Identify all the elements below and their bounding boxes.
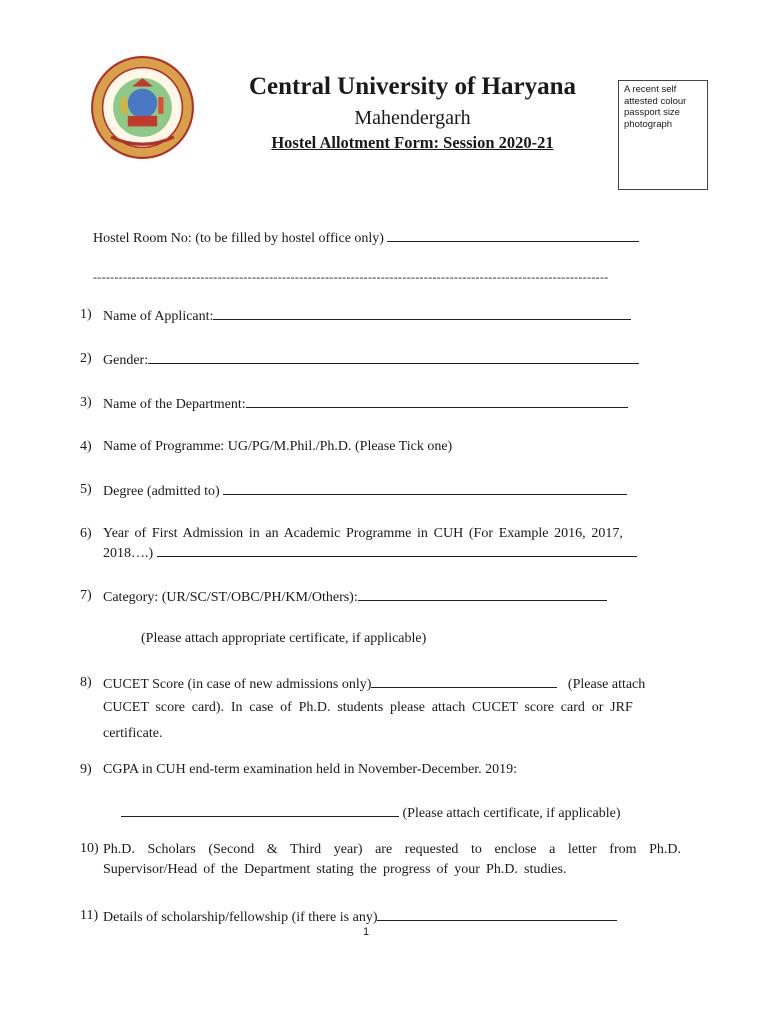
item-label: Ph.D. Scholars (Second & Third year) are requested to enclose a letter from Ph.D. Supervisor/Head of the Department stating the progress of your Ph.D. studies. bbox=[103, 842, 681, 877]
item-number: 5) bbox=[80, 482, 92, 497]
cucet-score-field[interactable] bbox=[371, 674, 557, 688]
applicant-name-field[interactable] bbox=[213, 306, 631, 320]
item-number: 10) bbox=[80, 841, 99, 856]
page-number: 1 bbox=[362, 926, 370, 938]
university-logo bbox=[90, 55, 195, 160]
item-number: 7) bbox=[80, 588, 92, 603]
scholarship-field[interactable] bbox=[377, 907, 617, 921]
department-field[interactable] bbox=[246, 394, 628, 408]
item-number: 3) bbox=[80, 395, 92, 410]
item-label: Category: (UR/SC/ST/OBC/PH/KM/Others): bbox=[103, 590, 358, 605]
item-label-after: (Please attach bbox=[567, 677, 646, 692]
photo-box[interactable]: A recent self attested colour passport size photograph bbox=[618, 80, 708, 190]
item-number: 8) bbox=[80, 675, 92, 690]
room-no-field[interactable] bbox=[387, 228, 639, 242]
room-no-label: Hostel Room No: (to be filled by hostel office only) bbox=[93, 231, 384, 246]
cucet-line3: certificate. bbox=[103, 726, 163, 741]
separator: ------------------------------------------------------------------------------------------------------------------------ bbox=[93, 270, 609, 284]
item-number: 4) bbox=[80, 439, 92, 454]
item-label: CUCET Score (in case of new admissions only) bbox=[103, 677, 372, 692]
university-location: Mahendergarh bbox=[354, 107, 471, 129]
item-number: 1) bbox=[80, 307, 92, 322]
item-label: Details of scholarship/fellowship (if there is any) bbox=[103, 910, 378, 925]
degree-field[interactable] bbox=[223, 481, 627, 495]
category-field[interactable] bbox=[358, 587, 607, 601]
university-name: Central University of Haryana bbox=[248, 73, 577, 100]
room-no-row bbox=[93, 228, 639, 248]
year-of-admission-line2 bbox=[103, 543, 637, 563]
programme-label[interactable]: Name of Programme: UG/PG/M.Phil./Ph.D. (Please Tick one) bbox=[103, 439, 453, 454]
item-number: 11) bbox=[80, 908, 99, 923]
item-label: Year of First Admission in an Academic Programme in CUH (For Example 2016, 2017, bbox=[103, 526, 623, 541]
cgpa-line2 bbox=[121, 803, 621, 823]
admission-year-field[interactable] bbox=[157, 543, 637, 557]
item-number: 9) bbox=[80, 762, 92, 777]
item-number: 6) bbox=[80, 526, 92, 541]
item-label-cont: (Please attach certificate, if applicable) bbox=[402, 806, 621, 821]
category-note: (Please attach appropriate certificate, if applicable) bbox=[141, 631, 427, 646]
cgpa-field[interactable] bbox=[121, 803, 399, 817]
item-number: 2) bbox=[80, 351, 92, 366]
gender-field[interactable] bbox=[148, 350, 639, 364]
cucet-line2: CUCET score card). In case of Ph.D. students please attach CUCET score card or JRF bbox=[103, 700, 633, 715]
item-label: Degree (admitted to) bbox=[103, 484, 220, 499]
item-label: Name of Applicant: bbox=[103, 309, 214, 324]
form-title: Hostel Allotment Form: Session 2020-21 bbox=[271, 133, 554, 152]
item-label: Gender: bbox=[103, 353, 149, 368]
item-label-cont: 2018….) bbox=[103, 546, 154, 561]
item-label: Name of the Department: bbox=[103, 397, 246, 412]
item-label: CGPA in CUH end-term examination held in November-December. 2019: bbox=[103, 762, 518, 777]
